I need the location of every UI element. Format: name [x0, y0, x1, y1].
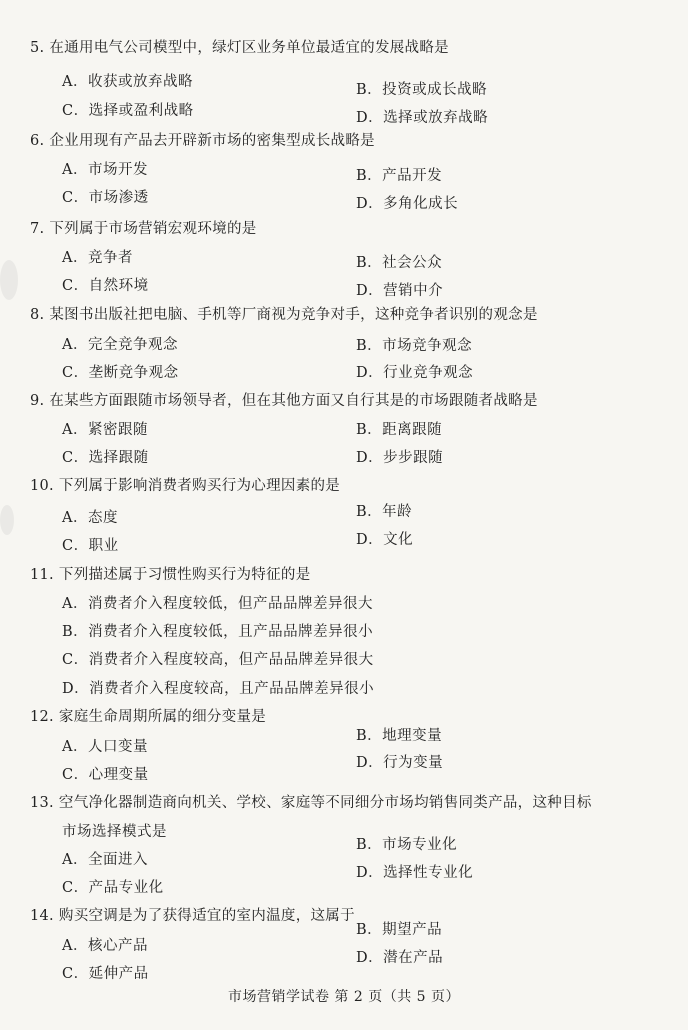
option-13a: A．全面进入	[62, 852, 148, 868]
option-10a: A．态度	[62, 510, 118, 526]
question-9: 9. 在某些方面跟随市场领导者，但在其他方面又自行其是的市场跟随者战略是	[30, 393, 538, 409]
question-13-continuation: 市场选择模式是	[62, 824, 167, 840]
option-11d: D．消费者介入程度较高，且产品品牌差异很小	[62, 681, 375, 697]
option-5d: D．选择或放弃战略	[356, 110, 489, 126]
option-12c: C．心理变量	[62, 767, 149, 783]
option-12b: B．地理变量	[356, 728, 443, 744]
option-7d: D．营销中介	[356, 283, 444, 299]
option-10c: C．职业	[62, 538, 119, 554]
option-13b: B．市场专业化	[356, 837, 458, 853]
option-9c: C．选择跟随	[62, 450, 149, 466]
question-13: 13. 空气净化器制造商向机关、学校、家庭等不同细分市场均销售同类产品，这种目标	[30, 795, 592, 811]
option-11b: B．消费者介入程度较低，且产品品牌差异很小	[62, 624, 374, 640]
question-14: 14. 购买空调是为了获得适宜的室内温度，这属于	[30, 908, 355, 924]
question-8: 8. 某图书出版社把电脑、手机等厂商视为竞争对手，这种竞争者识别的观念是	[30, 307, 538, 323]
option-12d: D．行为变量	[356, 755, 444, 771]
question-7: 7. 下列属于市场营销宏观环境的是	[30, 221, 257, 237]
option-8c: C．垄断竞争观念	[62, 365, 179, 381]
option-7a: A．竞争者	[62, 250, 133, 266]
option-14b: B．期望产品	[356, 922, 443, 938]
option-14a: A．核心产品	[62, 938, 148, 954]
option-9b: B．距离跟随	[356, 422, 443, 438]
option-10d: D．文化	[356, 532, 414, 548]
option-7c: C．自然环境	[62, 278, 149, 294]
option-6c: C．市场渗透	[62, 190, 149, 206]
option-5a: A．收获或放弃战略	[62, 74, 193, 90]
option-8a: A．完全竞争观念	[62, 337, 178, 353]
question-5: 5. 在通用电气公司模型中，绿灯区业务单位最适宜的发展战略是	[30, 40, 449, 56]
option-7b: B．社会公众	[356, 255, 443, 271]
question-6: 6. 企业用现有产品去开辟新市场的密集型成长战略是	[30, 133, 375, 149]
option-10b: B．年龄	[356, 504, 413, 520]
question-12: 12. 家庭生命周期所属的细分变量是	[30, 709, 267, 725]
option-14c: C．延伸产品	[62, 966, 149, 982]
option-8b: B．市场竞争观念	[356, 338, 473, 354]
scan-smudge	[0, 505, 14, 535]
option-8d: D．行业竞争观念	[356, 365, 474, 381]
scan-smudge	[0, 260, 18, 300]
option-6a: A．市场开发	[62, 162, 148, 178]
page-footer: 市场营销学试卷 第 2 页（共 5 页）	[227, 989, 461, 1005]
question-10: 10. 下列属于影响消费者购买行为心理因素的是	[30, 478, 341, 494]
option-5c: C．选择或盈利战略	[62, 103, 194, 119]
option-11c: C．消费者介入程度较高，但产品品牌差异很大	[62, 652, 374, 668]
option-14d: D．潜在产品	[356, 950, 444, 966]
option-6b: B．产品开发	[356, 168, 443, 184]
option-13c: C．产品专业化	[62, 880, 164, 896]
option-11a: A．消费者介入程度较低，但产品品牌差异很大	[62, 596, 373, 612]
option-6d: D．多角化成长	[356, 196, 459, 212]
option-13d: D．选择性专业化	[356, 865, 474, 881]
option-5b: B．投资或成长战略	[356, 82, 488, 98]
option-9d: D．步步跟随	[356, 450, 444, 466]
option-12a: A．人口变量	[62, 739, 148, 755]
option-9a: A．紧密跟随	[62, 422, 148, 438]
question-11: 11. 下列描述属于习惯性购买行为特征的是	[30, 567, 311, 583]
